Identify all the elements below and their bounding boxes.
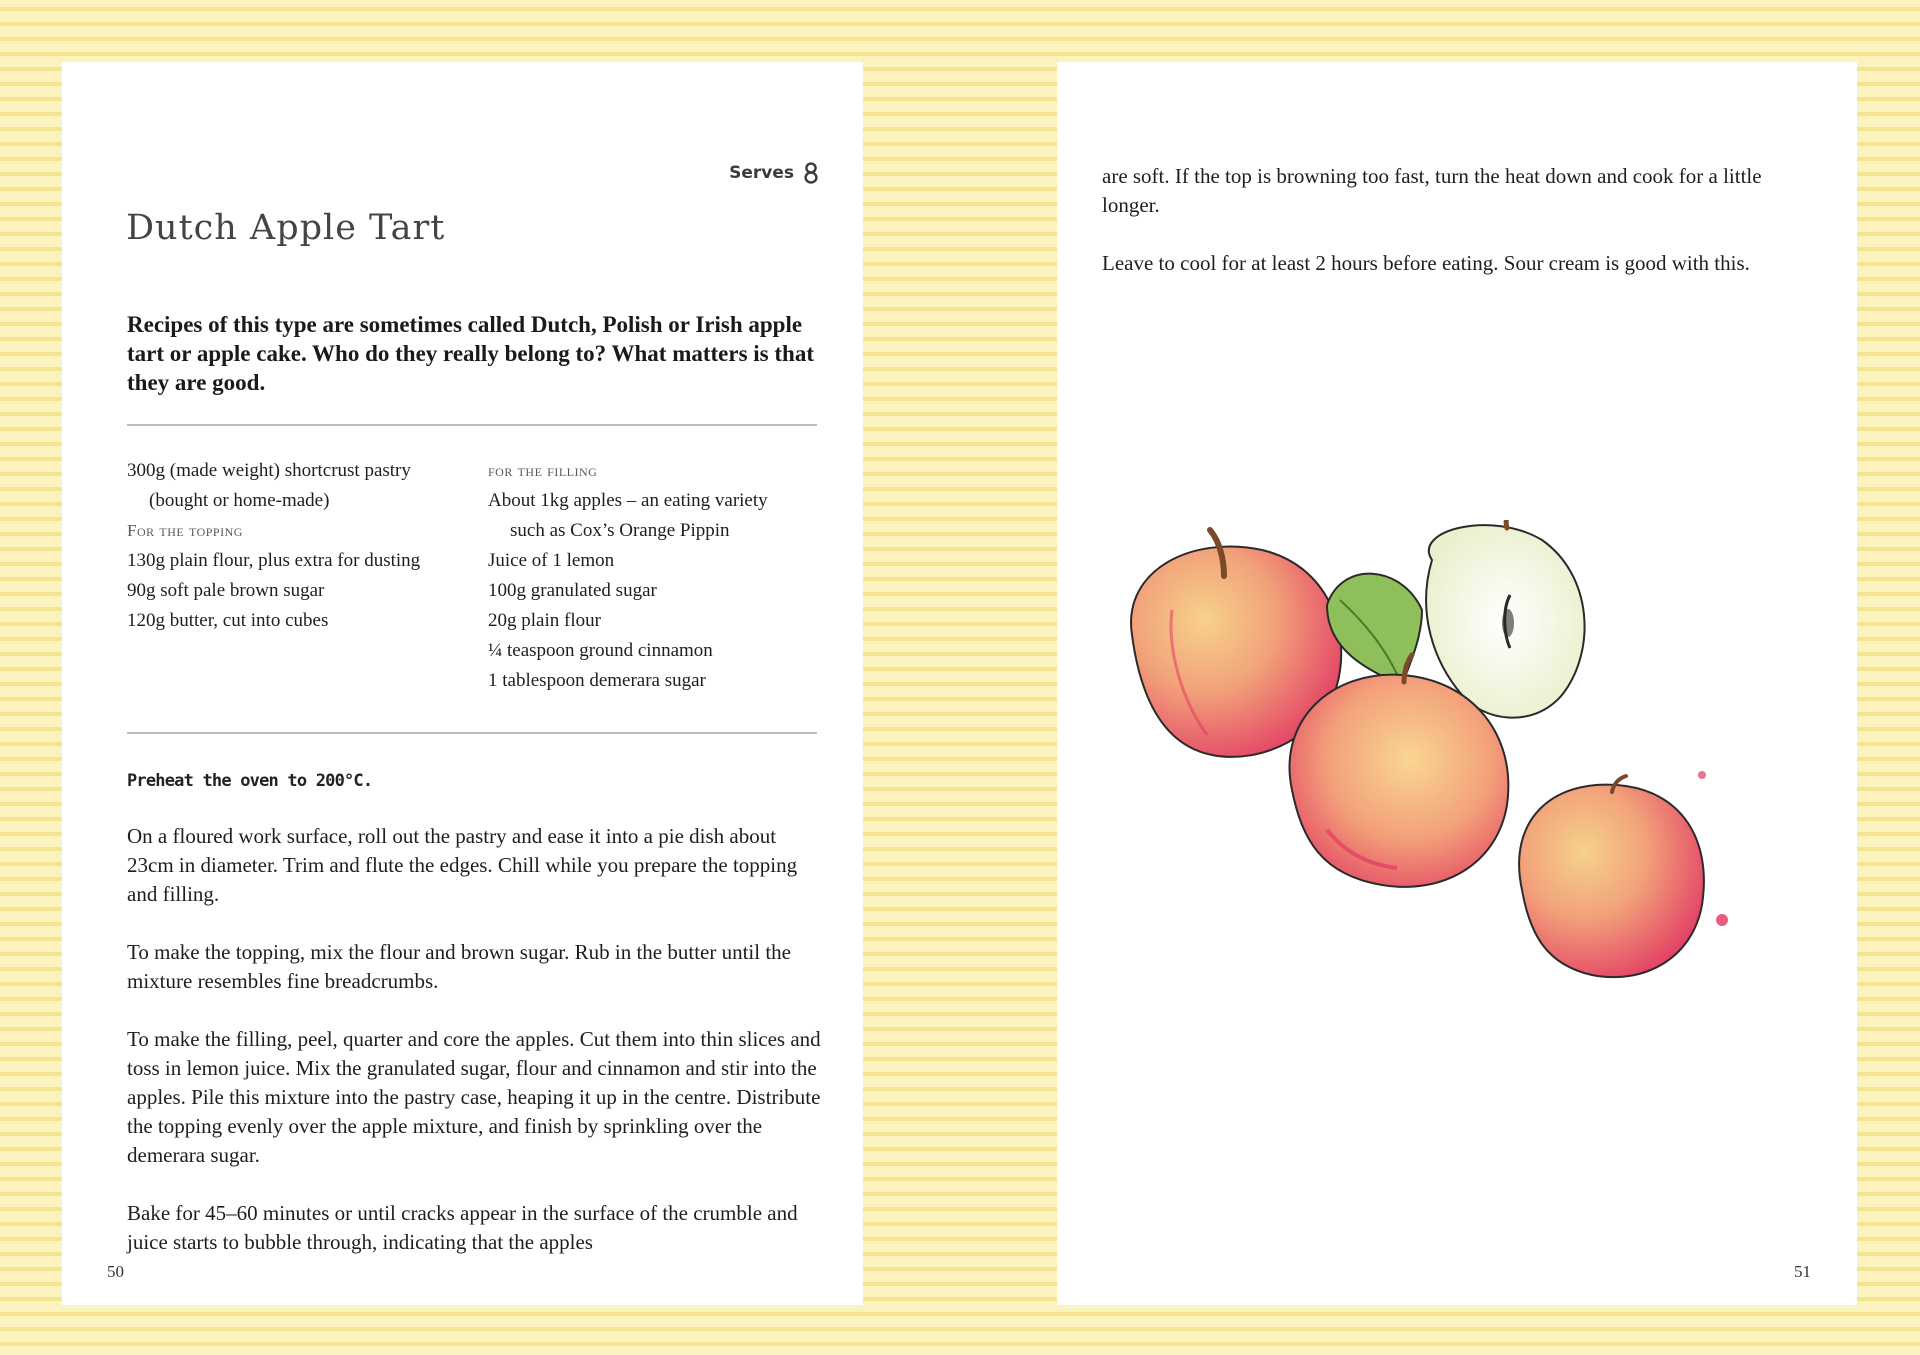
serves-indicator	[729, 162, 818, 184]
method-step: are soft. If the top is browning too fast, turn the heat down and cook for a little longer.	[1102, 164, 1762, 217]
ingredient-section-heading: for the filling	[488, 461, 598, 480]
ingredient-item: 100g granulated sugar	[488, 580, 657, 601]
method-step: To make the filling, peel, quarter and core the apples. Cut them into thin slices and toss in lemon juice. Mix the granulated sugar, flour and cinnamon and stir into the apples. Pile this mixture into the pastry case, heaping it up in the centre. Distribute the topping evenly over the apple mixture, and finish by sprinkling over the demerara sugar.	[127, 1027, 821, 1167]
ingredients-column-right	[488, 456, 828, 696]
apples-illustration	[1112, 520, 1792, 990]
ingredient-item: 120g butter, cut into cubes	[127, 610, 329, 631]
serves-8-icon	[804, 162, 818, 184]
left-page	[62, 62, 863, 1305]
recipe-intro: Recipes of this type are sometimes called Dutch, Polish or Irish apple tart or apple cake. Who do they really belong to? What matters is that they are good.	[127, 312, 814, 395]
ingredient-item: 300g (made weight) shortcrust pastry	[127, 460, 411, 481]
divider-bottom	[127, 732, 817, 734]
ingredient-section-heading: For the topping	[127, 521, 243, 540]
ingredient-item: ¼ teaspoon ground cinnamon	[488, 640, 713, 661]
page-number-left: 50	[107, 1262, 124, 1281]
method-step: Leave to cool for at least 2 hours before eating. Sour cream is good with this.	[1102, 251, 1750, 275]
method-step: Preheat the oven to 200°C.	[127, 771, 373, 791]
ingredient-item: 90g soft pale brown sugar	[127, 580, 325, 601]
ingredient-item: such as Cox’s Orange Pippin	[510, 520, 730, 541]
ingredient-item: (bought or home-made)	[149, 490, 330, 511]
ingredient-item: 130g plain flour, plus extra for dusting	[127, 550, 421, 571]
recipe-title: Dutch Apple Tart	[126, 208, 446, 248]
ingredient-item: 20g plain flour	[488, 610, 601, 631]
method-step: Bake for 45–60 minutes or until cracks appear in the surface of the crumble and juice starts to bubble through, indicating that the apples	[127, 1201, 798, 1254]
ingredients-column-left	[127, 456, 477, 636]
method-continued	[1102, 162, 1802, 307]
ingredient-item: About 1kg apples – an eating variety	[488, 490, 768, 511]
page-number-right: 51	[1794, 1262, 1811, 1281]
apple-bottom-right	[1519, 771, 1728, 977]
ingredient-item: 1 tablespoon demerara sugar	[488, 670, 706, 691]
method-step: To make the topping, mix the flour and brown sugar. Rub in the butter until the mixture resembles fine breadcrumbs.	[127, 940, 792, 993]
method-step: On a floured work surface, roll out the pastry and ease it into a pie dish about 23cm in diameter. Trim and flute the edges. Chill while you prepare the topping and filling.	[127, 824, 798, 906]
ingredient-item: Juice of 1 lemon	[488, 550, 615, 571]
serves-label: Serves	[729, 163, 794, 183]
divider-top	[127, 424, 817, 426]
method-section	[127, 767, 827, 1286]
